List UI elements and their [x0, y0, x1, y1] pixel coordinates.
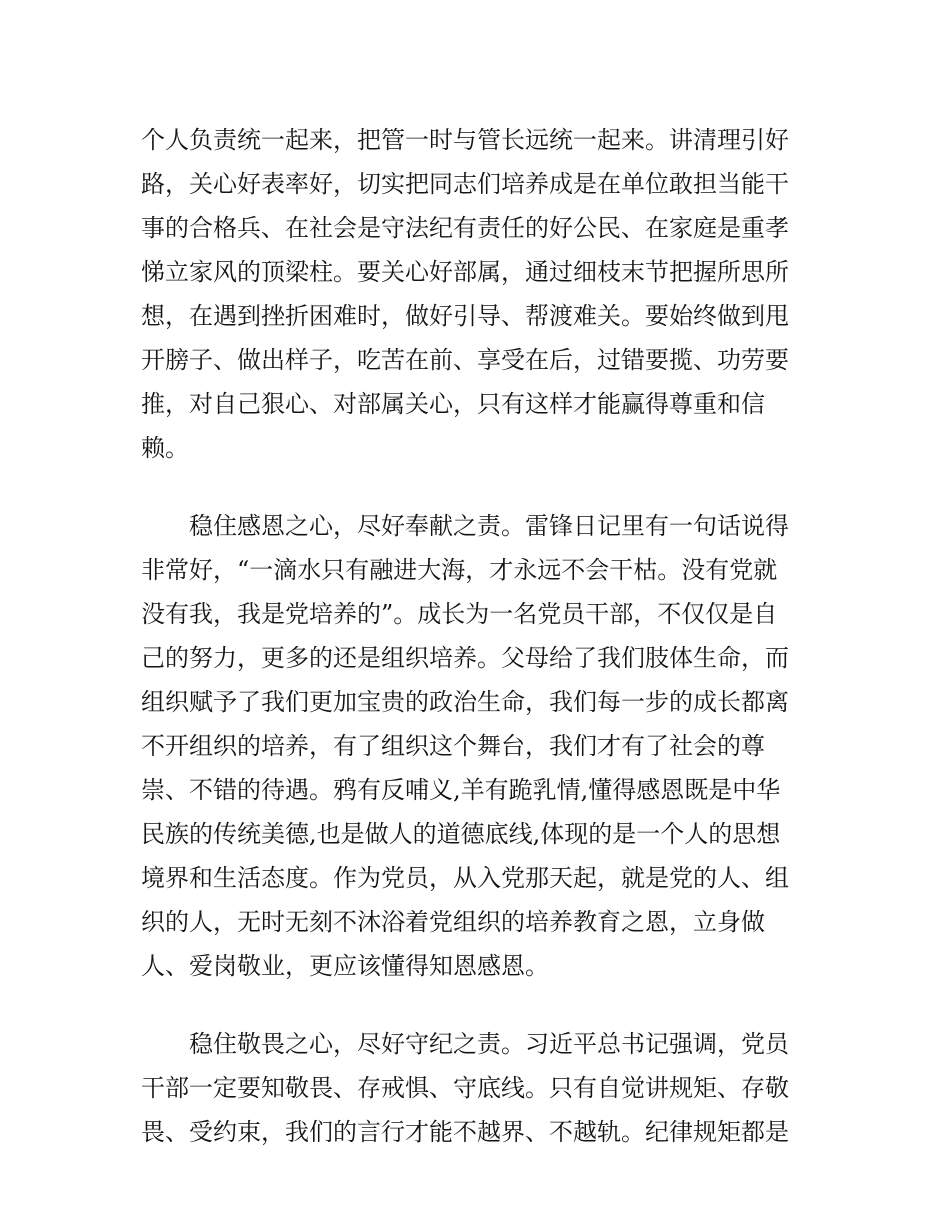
document-body [141, 118, 811, 1154]
paragraph-1 [141, 118, 811, 470]
text-line: 民族的传统美德,也是做人的道德底线,体现的是一个人的思想 [141, 820, 781, 848]
text-line: 组织赋予了我们更加宝贵的政治生命，我们每一步的成长都离 [141, 688, 789, 716]
paragraph-3 [141, 1022, 811, 1154]
text-line: 稳住敬畏之心，尽好守纪之责。习近平总书记强调，党员 [141, 1030, 789, 1058]
text-line: 干部一定要知敬畏、存戒惧、守底线。只有自觉讲规矩、存敬 [141, 1074, 789, 1102]
text-line: 事的合格兵、在社会是守法纪有责任的好公民、在家庭是重孝 [141, 214, 789, 242]
paragraph-spacer [141, 988, 811, 1022]
text-line: 开膀子、做出样子，吃苦在前、享受在后，过错要揽、功劳要 [141, 346, 789, 374]
text-line: 织的人，无时无刻不沐浴着党组织的培养教育之恩，立身做 [141, 908, 765, 936]
text-line: 没有我，我是党培养的”。成长为一名党员干部，不仅仅是自 [141, 600, 778, 628]
text-line: 悌立家风的顶梁柱。要关心好部属，通过细枝末节把握所思所 [141, 258, 789, 286]
text-line: 境界和生活态度。作为党员，从入党那天起，就是党的人、组 [141, 864, 789, 892]
text-line: 畏、受约束，我们的言行才能不越界、不越轨。纪律规矩都是 [141, 1118, 789, 1146]
text-line: 不开组织的培养，有了组织这个舞台，我们才有了社会的尊 [141, 732, 765, 760]
text-line: 己的努力，更多的还是组织培养。父母给了我们肢体生命，而 [141, 644, 789, 672]
text-line: 稳住感恩之心，尽好奉献之责。雷锋日记里有一句话说得 [141, 512, 789, 540]
text-line: 想，在遇到挫折困难时，做好引导、帮渡难关。要始终做到甩 [141, 302, 789, 330]
text-line: 推，对自己狠心、对部属关心，只有这样才能赢得尊重和信 [141, 390, 765, 418]
text-line: 个人负责统一起来，把管一时与管长远统一起来。讲清理引好 [141, 126, 789, 154]
paragraph-2 [141, 504, 811, 988]
text-line: 路，关心好表率好，切实把同志们培养成是在单位敢担当能干 [141, 170, 789, 198]
text-line: 赖。 [141, 434, 189, 462]
text-line: 非常好，“一滴水只有融进大海，才永远不会干枯。没有党就 [141, 556, 778, 584]
text-line: 人、爱岗敬业，更应该懂得知恩感恩。 [141, 952, 549, 980]
paragraph-spacer [141, 470, 811, 504]
text-line: 崇、不错的待遇。鸦有反哺义,羊有跪乳情,懂得感恩既是中华 [141, 776, 781, 804]
